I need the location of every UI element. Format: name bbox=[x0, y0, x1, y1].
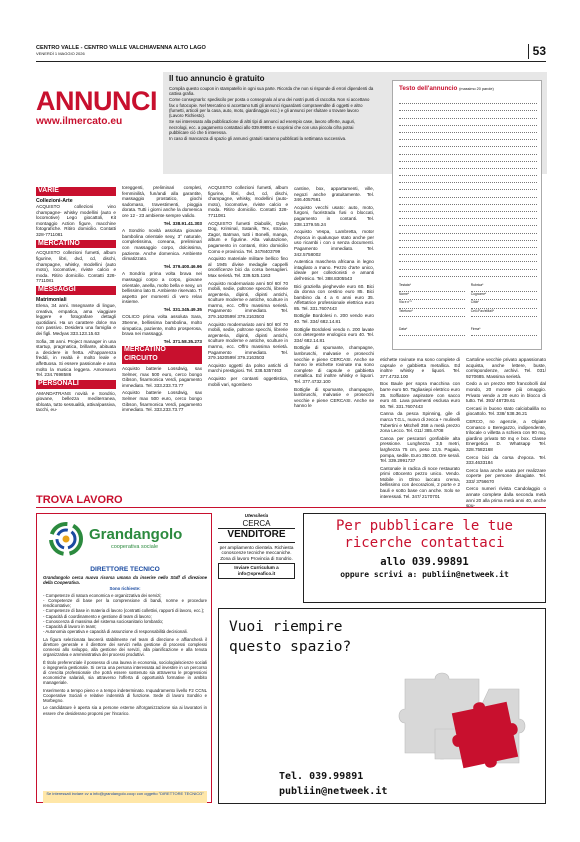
coupon-write-line[interactable] bbox=[399, 176, 537, 183]
grandangolo-name: Grandangolo bbox=[89, 526, 183, 543]
coupon-field[interactable]: Nome* bbox=[399, 292, 465, 301]
ad-phone: Tel. 331.345.49.35 bbox=[163, 306, 202, 312]
classified-column-4 bbox=[294, 186, 374, 411]
classified-ad: Cercasi in buono stato calciobalilla no giocattolo. Tel. 338/ 538.36.21 bbox=[466, 405, 546, 417]
coupon-write-line[interactable] bbox=[399, 126, 537, 133]
annunci-title: ANNUNCI bbox=[36, 86, 157, 116]
job-requirements-title: Sono richieste: bbox=[109, 586, 141, 592]
classified-ad: Acquisto oggetti da polso antichi di marchi prestigiosi. Tel. 338.5357463 bbox=[208, 362, 288, 374]
section-heading: VARIE bbox=[36, 187, 116, 196]
annunci-url[interactable]: www.ilmercato.eu bbox=[36, 116, 123, 127]
free-ad-paragraph: Compila questo coupon in stampatello in ogni sua parte. Ricorda che non si risponde di errori dipendenti da cattiva grafia. bbox=[169, 86, 374, 97]
classified-ad: Cartoline vecchie privato appassionato acquista, anche lettere, buste, corrispondenze, archivi. Tel. 031/ 9270685. Massima serietà. bbox=[466, 357, 546, 379]
coupon-write-line[interactable] bbox=[399, 97, 537, 104]
classified-ad: Autentica maschera africana in legno intagliato a mano. Pezzo d'arte unico, ideale per collezionisti e amanti dell'etnico. Tel. 388.8305543 bbox=[294, 259, 374, 281]
classified-ad: Acquisto per contanti oggettistica, mobili vari, sgombero bbox=[208, 376, 288, 387]
classified-ad: AMANDATRANS novità e Sondrio, giovane, bellezza mediterranea, sbloata, tutto sessualità, attiva/passiva, tacchi, eu- bbox=[36, 390, 116, 413]
sales-description: per ampliamento clientela. Richiesta conoscenze tecniche meccaniche. Zona di lavoro Provincia di Sondrio. bbox=[219, 544, 294, 561]
ad-coupon-form bbox=[392, 80, 542, 350]
classified-ad: Bottiglie di spumante, champagne, lambruschi, malvasie e prosecchi vecchie e piene CERCASI. Anche se hanno le etichette rovinate ma sono complete di capsule e gabbietta metallica. Ed inoltre whisky e liquori. Tel. 377.4732.100 bbox=[294, 345, 374, 384]
free-ad-paragraph: In caso di mancanza di spazio gli annunci gratuiti saranno pubblicati la settimana successiva. bbox=[169, 136, 347, 142]
fill-space-phone[interactable]: Tel. 039.99891 bbox=[279, 771, 364, 782]
publish-line-2: ricerche contattaci bbox=[344, 535, 505, 552]
coupon-write-line[interactable] bbox=[399, 104, 537, 111]
classified-column-2 bbox=[122, 185, 202, 415]
free-ad-paragraph: Se sei interessato alla pubblicazione di altri tipi di annunci ad esempio case, lavoro offerte, auguri, necrologi, ecc. a pagamento contattaci allo 039.99891 e scoprirai che con una piccola cifra potrai pubblicare ciò che ti interessa. bbox=[169, 119, 356, 135]
free-ad-title: Il tuo annuncio è gratuito bbox=[169, 74, 265, 83]
classified-ad: ACQUISTO fumetti Diabolik, Dylan Dog, Kriminal, Satanik, Tex, stracie, Zagor, Batman, tutti i Bonelli, manga, album e figurine. Alta valutazione, pagamento in contanti, ritiro domicilio Como e provincia. Tel. 3478403799 bbox=[208, 220, 288, 254]
coupon-field[interactable]: Firma* bbox=[471, 327, 537, 336]
requirement-item: - Competenze di base per la comprensione di bandi, norme e procedure rendicontative; bbox=[43, 597, 207, 609]
coupon-field[interactable]: Cognome* bbox=[471, 292, 537, 301]
classified-ad: Acquisto modernariato anni 50/ 60/ 70 mobili, sedie, poltrone specchi, librerie argenteria, dipinti, dipinti antichi, sculture moderne e antiche, sculture in marmo, ecc. Offro massima serietà. Pagamento immediato. Tel. 379.1620599/ 379.2163503 bbox=[208, 280, 288, 320]
classified-ad: ACQUISTO collezioni fumetti, album figurine, libri, dvd, cd, dischi, champagne, whisky, modellini (auto- moto), locomotive, riviste calcio e moda. Ritiro domicilio. Contatti 328-7711081 bbox=[208, 185, 288, 218]
requirement-item: - Capacità di coordinamento e gestione di team di lavoro; bbox=[43, 613, 152, 619]
classified-ad: Acquisto batterie Lossdwig, sax Selmer, max 500 euro, cerco bongo Gibson, fisarmonica Verdi, pagamento immediato. Tel. 333.233.73.77 bbox=[122, 365, 202, 388]
job-body-paragraph: Inserimento a tempo pieno e a tempo indeterminato. Inquadramento livello F2 CCNL Cooperative Sociali e relative indennità di funzione. Sede di lavoro Sondrio e Morbegno. bbox=[43, 687, 207, 704]
sales-job-ad bbox=[218, 513, 295, 581]
classified-ad: Canoa per pescatori gonfiabile alta pressione. Lunghezza 3,5 metri, larghezza 75 cm, peso 13,5. Pagaia, pompa, sedile. Euro 350.00. Ore serali. Tel. 339.2991737 bbox=[380, 435, 460, 464]
coupon-title bbox=[399, 85, 494, 93]
coupon-field[interactable]: Telefono* bbox=[399, 309, 465, 318]
coupon-write-line[interactable] bbox=[399, 219, 537, 226]
classified-ad: Acquisto modernariato anni 50/ 60/ 70 mobili, sedie, poltrone specchi, librerie argenteria, dipinti, dipinti antichi, sculture moderne e antiche, sculture in marmo, ecc. Offro massima serietà. Pagamento immediato. Tel. 379.1620599/ 379.2163503 bbox=[208, 321, 288, 361]
classified-ad: Cerco lana anche usata per realizzare coperte per persone disagiate. Tel. 333/ 3756670 bbox=[466, 467, 546, 484]
classified-ad: toreggenti, preliminari completi, femminilità, fun/andi alla garantite, massaggio prostatico, giochi sadomaso, travestimenti, pioggia dorata. Tutti i giorni anche la domenica ore 12 - 23 ambiente sempre valido. bbox=[122, 185, 202, 218]
subsection-heading: Collezioni-Arte bbox=[36, 197, 73, 204]
classified-ad: etichette rovinate ma sono complete di capsule e gabbietta metallica. Ed inoltre whisky e liquori. Tel. 377.4732.100 bbox=[380, 357, 460, 379]
classified-ad: ACQUISTO collezioni vino champagne- whisky modellini (auto e locomotive) Lego giocattoli, Kit montaggio Action figure, macchine fotografiche. Ritiro domicilio. Contatti 328-7711081 bbox=[36, 204, 116, 238]
classified-ad: Bottiglie di spumante, champagne, lambruschi, malvasie e prosecchi vecchie e piene CERCASI. Anche se hanno le bbox=[294, 386, 374, 409]
classified-ad: Acquisto vecchi usato: auto, moto, furgoni, fuoristrada fusi o bloccati, pagamento in contanti. Tel. 338.1379.55.24 bbox=[294, 204, 374, 227]
header-section-title: CENTRO VALLE - CENTRO VALLE VALCHIAVENNA ALTO LAGO bbox=[36, 45, 206, 51]
coupon-write-line[interactable] bbox=[399, 255, 537, 262]
puzzle-pieces-illustration bbox=[395, 669, 535, 779]
classified-ad: Bici graziella pieghevole euro 60. Bici da donna con cestino euro 85. Bici bambino da 4 a 6 anni euro 35. Affettatrice professionale elettrica euro 85. Tel. 331.7607443 bbox=[294, 283, 374, 311]
free-ad-instructions bbox=[169, 86, 374, 142]
classified-ad: cantine, box, appartamenti, ville, negozi anche gratuitamente. Tel. 346.4057561 bbox=[294, 186, 374, 203]
coupon-write-line[interactable] bbox=[399, 169, 537, 176]
coupon-write-line[interactable] bbox=[399, 205, 537, 212]
job-requirements-list bbox=[43, 593, 207, 635]
classified-ad: A Sondrio novità assoluta giovane bambolina orientale sexy, 3° naturale, completissima, coreana, preliminari con massaggio corpo, dolcissima, paziente. Anche domenica. Ambiente climatizzato. bbox=[122, 228, 202, 262]
coupon-write-line[interactable] bbox=[399, 111, 537, 118]
sales-cerca: CERCA bbox=[242, 518, 271, 528]
job-section-header bbox=[36, 494, 546, 508]
coupon-write-line[interactable] bbox=[399, 234, 537, 241]
requirement-item: - Conoscenza di massima del sistema sociosanitario lombardo; bbox=[43, 618, 164, 624]
job-description bbox=[43, 575, 207, 718]
fill-space-email[interactable]: publiin@netweek.it bbox=[279, 786, 388, 797]
classified-ad: Cerco bici da corsa d'epoca. Tel. 333.4633184 bbox=[466, 454, 546, 466]
header-date: VENERDÌ 1 MAGGIO 2026 bbox=[36, 51, 85, 56]
coupon-write-line[interactable] bbox=[399, 248, 537, 255]
classified-ad: Cantonale in radica di noce restaurato primi ottocento pezzo unico. Vendo. Mobile in Olmo laccato crema, bellissimo con decorazioni, 2 porte e 2 bauli e sotto base con anche. Solo se interessati. Tel. 347/ 2170701 bbox=[380, 465, 460, 499]
coupon-write-line[interactable] bbox=[399, 183, 537, 190]
requirement-item: - Autonomia operativa e capacità di assunzione di responsabilità decisionali. bbox=[43, 629, 188, 635]
classified-column-5 bbox=[380, 357, 460, 501]
fill-space-contacts bbox=[279, 769, 387, 799]
coupon-text-lines[interactable] bbox=[399, 97, 537, 277]
classified-ad: Elena, 34 anni. Insegnante di lingue, creativa, empatica, ama viaggiare leggere e fotografare dettagli quotidiani. Ha un carattere dolce ma non passivo. Desidera una famiglia e dei figli. Medyas 333.123.15.63 bbox=[36, 303, 116, 337]
ad-phone: Tel. 379.400.46.96 bbox=[163, 263, 202, 269]
grandangolo-logo-icon bbox=[49, 522, 83, 556]
coupon-field[interactable]: Rubrica* bbox=[471, 283, 537, 292]
classified-ad: Cerco numeri rivista Candolaggio o annate complete dalla seconda metà anni 20 alla prima metà anni 40, anche spu- bbox=[466, 486, 546, 509]
coupon-field[interactable]: Città* bbox=[471, 300, 537, 309]
job-body-paragraph: Le candidature è aperta sia a persone esterne all'organizzazione sia ai lavoratori in essere che desiderano proporsi per l'incarico. bbox=[43, 705, 207, 716]
classified-ad: ACQUISTO collezioni fumetti, album figurine, libri, dvd, cd, dischi, champagne, whisky, modellini (auto moto), locomotive, riviste calcio e moda. Ritiro domicilio. Contatti 328-7711081 bbox=[36, 250, 116, 284]
job-body-paragraph: La figura selezionata lavorerà stabilmente nel team di direzione e affiancherà il direttore generale e il direttore dei servizi nella gestione di processi complessi connessi allo sviluppo, alla gestione dei servizi, alla pianificazione e alla tenuta organizzativa e amministrativa dei processi produttivi. bbox=[43, 636, 207, 658]
coupon-write-line[interactable] bbox=[399, 147, 537, 154]
coupon-write-line[interactable] bbox=[399, 155, 537, 162]
coupon-word-limit: (massimo 20 parole) bbox=[459, 87, 494, 91]
coupon-write-line[interactable] bbox=[399, 270, 537, 277]
coupon-field[interactable]: Testata* bbox=[399, 283, 465, 292]
publish-phone[interactable]: allo 039.99891 bbox=[380, 556, 469, 569]
classified-ad: Acquisto batterie Lossdwig, sax Selmer max 500 euro, cerco bongo Gibson, fisarmonica Verdi, pagamento immediato. Tel. 333.233.73.77 bbox=[122, 390, 202, 413]
classified-column-6 bbox=[466, 357, 546, 511]
job-body bbox=[43, 637, 207, 716]
job-apply-footer[interactable]: Se interessati inviare cv a info@grandangolo.coop con oggetto "DIRETTORE TECNICO" bbox=[43, 791, 207, 803]
coupon-fields bbox=[399, 283, 537, 336]
free-ad-paragraph: Come consegnarlo: spediscilo per posta o consegnalo al uno dei nostri punti di raccolta. Non si accettano fax o fotocopie. Nel Mercatino si accettano tutti gli annunci riguardanti compravendite di oggetti e altro (furnetti, articoli per la casa, auto, moto, giardinaggio ecc.) e gli annunci per sfuitare o trovare lavoro (Lavoro Richiesto). bbox=[169, 97, 370, 119]
classified-ad: CERCO, no agenzie, a Olgiate Comasco o Beregazzo, indipendente, trilocale o villetta a schiera con 90 mq, giardino privato 50 mq e box. Classe Energetica D. Whatsapp Tel. 328.7582168 bbox=[466, 418, 546, 452]
fill-space-headline bbox=[229, 617, 351, 658]
grandangolo-logo bbox=[49, 522, 201, 556]
classified-ad: Bottiglie Bordolesi vendo n. 200 lavate con detergente enologico euro 40. Tel. 334/ 682.14.81 bbox=[294, 326, 374, 343]
coupon-write-line[interactable] bbox=[399, 119, 537, 126]
sales-role: VENDITORE bbox=[218, 528, 295, 542]
classified-ad: Acquisto materiale militare bellico fino al 1945 divise medaglie cappelli onorificenze bici da corsa bersaglieri. Max serietà. Tel. 339.525.1163 bbox=[208, 256, 288, 278]
classified-ad: Canna da pesca Spinning, gile di marca T.G.L, nuovo di zecca + mulinelli Tubertini e Mitchell 358 a metà prezzo zona Lecco. Tel. 011/ 385.4708 bbox=[380, 411, 460, 434]
fill-space-ad bbox=[218, 608, 546, 804]
coupon-write-line[interactable] bbox=[399, 140, 537, 147]
section-heading: MESSAGGI bbox=[36, 286, 116, 295]
requirement-item: - Competenze di natura economica e organizzativa dei servizi; bbox=[43, 592, 162, 598]
job-body-paragraph: È titolo preferenziale il possesso di una laurea in economia, sociologia/scienze sociali o ingegneria gestionale. Si cerca una persona interessata ad investire in un percorso di crescita professionale che potrà essere sostenuto sia attraverso le progressioni economiche salariali, sia attraverso l'offerta di opportunità formative in ambito manageriale. bbox=[43, 659, 207, 686]
coupon-field[interactable]: Cell./Fax/eMail* bbox=[471, 309, 537, 318]
coupon-write-line[interactable] bbox=[399, 162, 537, 169]
page-number: 53 bbox=[528, 44, 546, 59]
job-section-title: TROVA LAVORO bbox=[36, 494, 123, 506]
coupon-write-line[interactable] bbox=[399, 212, 537, 219]
section-heading: MERCATINO bbox=[36, 240, 116, 249]
coupon-field[interactable]: Via e n°* bbox=[399, 300, 465, 309]
section-heading: PERSONALI bbox=[36, 380, 116, 389]
classified-ad: Box Baule per sopra macchina con barre euro 50. Tagliasiepi elettrico euro 35. Soffiatore aspiratore con sacco euro 40. Lava pavimenti esclusa euro 50. Tel. 331.7607443 bbox=[380, 381, 460, 409]
publish-line-1: Per pubblicare le tue bbox=[335, 518, 513, 534]
sales-company-type: Utensileria bbox=[244, 513, 269, 518]
ad-phone: Tel. 371.58.35.273 bbox=[163, 338, 202, 344]
classified-ad: COLICO prima volta assoluta Sara, 35enne, bellissima bambolina, molto simpatica, paziente, molto prosperosa, brava nei massaggi. bbox=[122, 314, 202, 337]
coupon-write-line[interactable] bbox=[399, 241, 537, 248]
subsection-heading: Matrimoniali bbox=[36, 296, 67, 303]
classified-column-1 bbox=[36, 185, 116, 415]
coupon-write-line[interactable] bbox=[399, 262, 537, 269]
job-intro: Grandangolo cerca nuova risorsa umana da inserire nello Staff di direzione della Cooperativa. bbox=[43, 575, 207, 586]
fill-space-line-2: questo spazio? bbox=[229, 639, 352, 656]
coupon-write-line[interactable] bbox=[399, 198, 537, 205]
job-title: DIRETTORE TECNICO bbox=[90, 566, 160, 573]
coupon-field[interactable]: Data* bbox=[399, 327, 465, 336]
requirement-item: - Capacità di lavoro in team; bbox=[43, 624, 97, 630]
classified-ad: Acquisto Vespa, Lambretta, motor d'epoca in qualunque stato anche per uso ricambi i con o senza documenti. Pagamento immediato. Tel. 342.5758002 bbox=[294, 229, 374, 257]
classified-ad: A Sondrio prima volta brava nei massaggi corpo a corpo, giovane orientale, anella, molto bella e sexy, un bellissimo lato B. Ambiente riservato. Ti aspetto per momenti di vero relax insieme. bbox=[122, 271, 202, 305]
publish-search-ad bbox=[303, 513, 546, 603]
grandangolo-job-ad bbox=[36, 513, 212, 803]
sales-email[interactable]: Inviare Curriculum a info@spreafico.it bbox=[218, 563, 295, 578]
coupon-write-line[interactable] bbox=[399, 133, 537, 140]
classified-column-3 bbox=[208, 185, 288, 389]
requirement-item: - Competenze di base in materia di lavoro (contratti collettivi, rapporti di lavoro, ecc.); bbox=[43, 608, 205, 614]
classified-ad: Bottiglie Bordolesi n. 200 vendo euro 40. Tel. 334/ 682.14.81 bbox=[294, 313, 374, 325]
annunci-masthead bbox=[36, 88, 163, 140]
coupon-write-line[interactable] bbox=[399, 226, 537, 233]
fill-space-line-1: Vuoi riempire bbox=[229, 619, 343, 635]
publish-email[interactable]: oppure scrivi a: publiin@netweek.it bbox=[340, 569, 509, 579]
page-header bbox=[36, 44, 546, 62]
classified-ad: Sofia, 38 anni. Project manager in una startup, pragmatica, brillante, abituata a decidere in fretta. All'apparenza freddi, in realtà è molto leale e affettuosa. Si essere passionale e ama molto la musica leggera. Amoreavro Tel. 234.7698586 bbox=[36, 338, 116, 378]
classified-ad: Cedo a un prezzo 800 francobolli dal mondo, 20 monete più omaggio. Privato vende a 20 euro in blocco di tutto. Tel. 393/ 48739.61 bbox=[466, 381, 546, 404]
coupon-write-line[interactable] bbox=[399, 190, 537, 197]
grandangolo-tagline: cooperativa sociale bbox=[111, 544, 159, 550]
coupon-title-text: Testo dell'annuncio bbox=[399, 85, 458, 92]
section-heading: MERCATINO CIRCUITO bbox=[122, 346, 202, 364]
ad-phone: Tel. 338.91.41.303 bbox=[163, 220, 202, 226]
